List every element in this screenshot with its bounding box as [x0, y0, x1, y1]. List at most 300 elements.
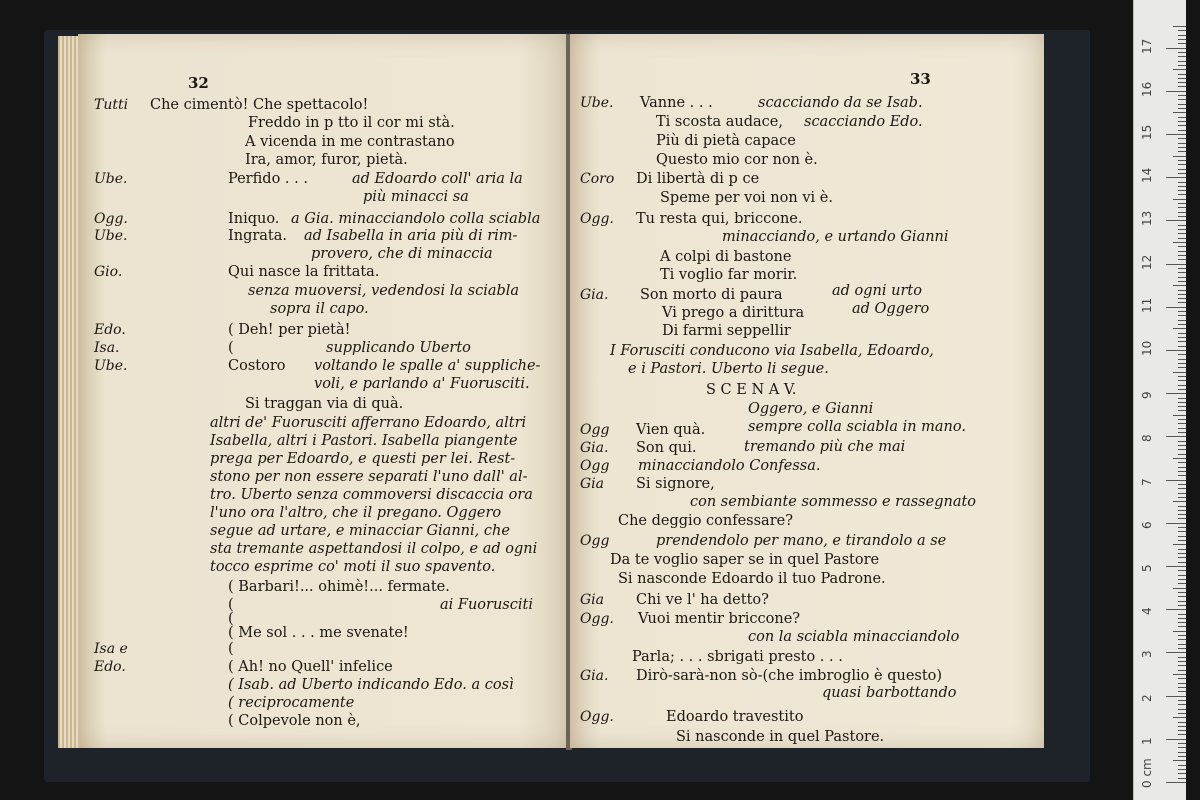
verse-line: Da te voglio saper se in quel Pastore [610, 552, 880, 568]
ruler-tick [1173, 372, 1186, 373]
ruler-tick [1166, 782, 1186, 783]
ruler-tick [1173, 112, 1186, 113]
ruler-tick [1178, 108, 1186, 109]
speaker-label: Ogg [580, 533, 610, 549]
ruler-tick [1178, 117, 1186, 118]
ruler-tick [1178, 765, 1186, 766]
speaker-label: Ube. [580, 95, 614, 111]
ruler-tick [1178, 670, 1186, 671]
ruler-tick [1178, 618, 1186, 619]
ruler-tick [1178, 125, 1186, 126]
ruler-label: 7 [1140, 477, 1154, 486]
ruler-tick [1178, 484, 1186, 485]
verse-line: Freddo in p tto il cor mi stà. [248, 115, 455, 131]
stage-direction-line: ad Oggero [852, 301, 930, 317]
ruler-tick [1178, 756, 1186, 757]
ruler-tick [1173, 199, 1186, 200]
ruler-tick [1178, 665, 1186, 666]
verse-line: Che deggio confessare? [618, 513, 793, 529]
speaker-label: Gia. [580, 668, 609, 684]
ruler-tick [1166, 220, 1186, 221]
ruler-tick [1178, 747, 1186, 748]
verse-line: Che cimentò! Che spettacolo! [150, 97, 369, 113]
speaker-label: Ogg. [580, 211, 614, 227]
ruler-label: 17 [1140, 38, 1154, 54]
ruler-label: 14 [1140, 167, 1154, 184]
ruler-tick [1178, 743, 1186, 744]
ruler-tick [1178, 579, 1186, 580]
stage-direction-line: ad ogni urto [832, 283, 922, 299]
ruler-tick [1178, 212, 1186, 213]
speaker-label: Ube. [94, 171, 128, 187]
ruler-tick [1178, 238, 1186, 239]
stage-direction-line: voli, e parlando a' Fuorusciti. [314, 376, 530, 392]
ruler-tick [1178, 726, 1186, 727]
stage-direction-line: prega per Edoardo, e questi per lei. Rest- [210, 451, 516, 467]
stage-direction-line: ai Fuorusciti [440, 597, 533, 613]
verse-line: Vi prego a dirittura [662, 305, 805, 321]
ruler-tick [1178, 281, 1186, 282]
ruler-tick [1178, 130, 1186, 131]
ruler-tick [1173, 242, 1186, 243]
ruler-tick [1178, 601, 1186, 602]
ruler-tick [1178, 475, 1186, 476]
ruler-tick [1178, 354, 1186, 355]
ruler-label: 1 [1140, 737, 1154, 745]
ruler-tick [1178, 277, 1186, 278]
ruler-tick [1178, 734, 1186, 735]
stage-direction-line: altri de' Fuorusciti afferrano Edoardo, altri [210, 415, 527, 431]
ruler-tick [1178, 626, 1186, 627]
ruler-tick [1178, 462, 1186, 463]
ruler-tick [1178, 229, 1186, 230]
verse-line: ( [228, 340, 234, 356]
ruler-tick [1178, 752, 1186, 753]
ruler-tick [1178, 74, 1186, 75]
ruler-tick [1178, 380, 1186, 381]
stage-direction-line: con sembiante sommesso e rassegnato [690, 494, 977, 510]
ruler-tick [1178, 605, 1186, 606]
verse-line: ( Colpevole non è, [228, 713, 361, 729]
verse-line: Dirò-sarà-non sò-(che imbroglio è questo) [636, 668, 943, 684]
stage-direction-line: senza muoversi, vedendosi la sciabla [248, 283, 520, 299]
stage-direction-line: Isabella, altri i Pastori. Isabella piangente [210, 433, 518, 449]
right-page [570, 34, 1044, 748]
stage-direction-line: tremando più che mai [744, 439, 906, 455]
speaker-label: Isa e [94, 641, 128, 657]
ruler-tick [1178, 333, 1186, 334]
ruler-tick [1178, 622, 1186, 623]
ruler-tick [1173, 760, 1186, 761]
ruler-tick [1178, 704, 1186, 705]
ruler-tick [1178, 337, 1186, 338]
ruler-tick [1178, 160, 1186, 161]
stage-direction-line: tocco esprime co' moti il suo spavento. [210, 559, 496, 575]
ruler-tick [1178, 138, 1186, 139]
verse-line: Più di pietà capace [656, 133, 796, 149]
verse-line: ( Deh! per pietà! [228, 322, 351, 338]
ruler-tick [1178, 691, 1186, 692]
ruler-tick [1178, 173, 1186, 174]
ruler-label: 6 [1140, 521, 1154, 529]
ruler-tick [1178, 575, 1186, 576]
ruler-tick [1178, 722, 1186, 723]
verse-line: Ira, amor, furor, pietà. [245, 152, 408, 168]
ruler-tick [1166, 652, 1186, 653]
ruler-tick [1178, 700, 1186, 701]
speaker-label: Ogg. [580, 611, 614, 627]
stage-direction-line: sta tremante aspettandosi il colpo, e ad ogni [210, 541, 538, 557]
ruler-tick [1173, 501, 1186, 502]
ruler-tick [1178, 367, 1186, 368]
ruler-tick [1178, 216, 1186, 217]
verse-line: Perfido . . . [228, 171, 308, 187]
ruler-tick [1178, 30, 1186, 31]
speaker-label: Edo. [94, 659, 126, 675]
ruler-label: 0 cm [1140, 758, 1154, 788]
ruler-tick [1178, 510, 1186, 511]
stage-direction-line: ( reciprocamente [228, 695, 355, 711]
ruler-tick [1178, 423, 1186, 424]
verse-line: Vien quà. [636, 422, 706, 438]
ruler-tick [1178, 99, 1186, 100]
stage-direction-line: a Gia. minacciandolo colla sciabla [291, 211, 541, 227]
ruler-tick [1166, 609, 1186, 610]
stage-direction-line: l'uno ora l'altro, che il pregano. Oggero [210, 505, 502, 521]
speaker-label: Gia. [580, 440, 609, 456]
right-page-number: 33 [910, 70, 931, 88]
ruler-label: 11 [1140, 297, 1154, 313]
ruler-tick [1178, 246, 1186, 247]
ruler-tick [1178, 272, 1186, 273]
speaker-label: Ogg. [94, 211, 128, 227]
stage-direction-line: sopra il capo. [270, 301, 369, 317]
ruler-tick [1178, 86, 1186, 87]
ruler-tick [1166, 177, 1186, 178]
left-page [78, 34, 568, 748]
ruler-label: 9 [1140, 391, 1154, 400]
ruler-tick [1178, 432, 1186, 433]
ruler-tick [1178, 527, 1186, 528]
ruler-tick [1178, 315, 1186, 316]
measuring-ruler [1133, 0, 1186, 800]
ruler-tick [1178, 644, 1186, 645]
verse-line: Si nasconde Edoardo il tuo Padrone. [618, 571, 886, 587]
speaker-label: Coro [580, 171, 615, 187]
ruler-tick [1178, 169, 1186, 170]
verse-line: Iniquo. [228, 211, 280, 227]
ruler-tick [1178, 441, 1186, 442]
ruler-tick [1178, 298, 1186, 299]
verse-line: Parla; . . . sbrigati presto . . . [632, 649, 843, 665]
ruler-tick [1178, 687, 1186, 688]
ruler-label: 2 [1140, 693, 1154, 702]
ruler-tick [1178, 104, 1186, 105]
ruler-tick [1178, 182, 1186, 183]
stage-direction-line: sempre colla sciabla in mano. [748, 419, 966, 435]
verse-line: Vanne . . . [640, 95, 713, 111]
ruler-tick [1166, 91, 1186, 92]
verse-line: Questo mio cor non è. [656, 152, 818, 168]
ruler-tick [1178, 562, 1186, 563]
stage-direction-line: minacciando, e urtando Gianni [722, 229, 949, 245]
stage-direction-line: I Forusciti conducono via Isabella, Edoardo, [610, 343, 934, 359]
ruler-label: 13 [1140, 211, 1154, 227]
ruler-tick [1173, 328, 1186, 329]
stage-direction-line: con la sciabla minacciandolo [748, 629, 960, 645]
verse-line: Di libertà di p ce [636, 171, 760, 187]
ruler-tick [1166, 523, 1186, 524]
stage-direction-line: ad Edoardo coll' aria la [352, 171, 523, 187]
stage-direction-line: quasi barbottando [822, 685, 957, 701]
ruler-tick [1178, 359, 1186, 360]
ruler-tick [1178, 207, 1186, 208]
ruler-tick [1166, 696, 1186, 697]
ruler-tick [1178, 56, 1186, 57]
ruler-tick [1178, 614, 1186, 615]
ruler-tick [1178, 410, 1186, 411]
ruler-tick [1178, 251, 1186, 252]
verse-line: Edoardo travestito [666, 709, 804, 725]
ruler-tick [1178, 389, 1186, 390]
ruler-tick [1178, 419, 1186, 420]
verse-line: Si traggan via di quà. [245, 396, 404, 412]
ruler-tick [1173, 631, 1186, 632]
verse-line: Speme per voi non vi è. [660, 190, 833, 206]
speaker-label: Ogg [580, 458, 610, 474]
ruler-tick [1166, 480, 1186, 481]
ruler-tick [1178, 454, 1186, 455]
ruler-tick [1178, 121, 1186, 122]
ruler-tick [1178, 683, 1186, 684]
speaker-label: Edo. [94, 322, 126, 338]
ruler-tick [1178, 402, 1186, 403]
ruler-tick [1178, 225, 1186, 226]
ruler-tick [1173, 415, 1186, 416]
ruler-tick [1178, 583, 1186, 584]
ruler-tick [1166, 393, 1186, 394]
ruler-label: 8 [1140, 434, 1154, 443]
ruler-tick [1178, 639, 1186, 640]
ruler-tick [1178, 194, 1186, 195]
ruler-tick [1178, 61, 1186, 62]
verse-line: ( [228, 641, 234, 657]
ruler-tick [1166, 264, 1186, 265]
stage-direction-line: scacciando da se Isab. [758, 95, 923, 111]
verse-line: ( Ah! no Quell' infelice [228, 659, 393, 675]
stage-direction-line: minacciandolo Confessa. [638, 458, 821, 474]
ruler-tick [1178, 78, 1186, 79]
ruler-tick [1178, 557, 1186, 558]
verse-line: Si signore, [636, 476, 715, 492]
ruler-tick [1178, 398, 1186, 399]
verse-line: Di farmi seppellir [662, 323, 791, 339]
speaker-label: Ogg [580, 422, 610, 438]
speaker-label: Ube. [94, 358, 128, 374]
ruler-tick [1178, 709, 1186, 710]
ruler-tick [1166, 350, 1186, 351]
ruler-tick [1178, 531, 1186, 532]
ruler-tick [1178, 445, 1186, 446]
verse-line: ( Me sol . . . me svenate! [228, 625, 409, 641]
ruler-tick [1178, 406, 1186, 407]
ruler-label: 3 [1140, 650, 1154, 659]
ruler-tick [1178, 648, 1186, 649]
ruler-tick [1166, 739, 1186, 740]
speaker-label: Isa. [94, 340, 120, 356]
ruler-tick [1173, 26, 1186, 27]
ruler-label: 15 [1140, 124, 1154, 140]
verse-line: Ingrata. [228, 228, 288, 244]
ruler-tick [1178, 773, 1186, 774]
speaker-label: Ube. [94, 228, 128, 244]
ruler-tick [1173, 69, 1186, 70]
ruler-tick [1178, 65, 1186, 66]
ruler-tick [1178, 203, 1186, 204]
ruler-tick [1178, 320, 1186, 321]
ruler-tick [1178, 43, 1186, 44]
page-edges [58, 36, 80, 748]
ruler-tick [1178, 255, 1186, 256]
ruler-tick [1178, 678, 1186, 679]
ruler-tick [1178, 549, 1186, 550]
ruler-tick [1173, 285, 1186, 286]
stage-direction-line: ad Isabella in aria più di rim- [304, 228, 518, 244]
stage-direction-line: prendendolo per mano, e tirandolo a se [656, 533, 947, 549]
ruler-tick [1173, 544, 1186, 545]
ruler-tick [1178, 493, 1186, 494]
stage-direction-line: tro. Uberto senza commoversi discaccia ora [210, 487, 533, 503]
ruler-tick [1178, 302, 1186, 303]
speaker-label: Gia [580, 592, 605, 608]
ruler-tick [1166, 307, 1186, 308]
ruler-tick [1178, 657, 1186, 658]
ruler-tick [1178, 341, 1186, 342]
verse-line: Son qui. [636, 440, 697, 456]
ruler-tick [1178, 346, 1186, 347]
ruler-tick [1178, 95, 1186, 96]
verse-line: Son morto di paura [640, 287, 783, 303]
ruler-tick [1178, 471, 1186, 472]
ruler-tick [1166, 566, 1186, 567]
ruler-tick [1178, 661, 1186, 662]
stage-direction-line: scacciando Edo. [804, 114, 923, 130]
ruler-tick [1178, 164, 1186, 165]
ruler-label: 5 [1140, 564, 1154, 572]
verse-line: Qui nasce la frittata. [228, 264, 380, 280]
verse-line: A vicenda in me contrastano [245, 134, 455, 150]
ruler-tick [1178, 82, 1186, 83]
ruler-tick [1178, 553, 1186, 554]
stage-direction-line: provero, che di minaccia [311, 246, 493, 262]
stage-direction-line: Oggero, e Gianni [748, 401, 874, 417]
ruler-tick [1178, 385, 1186, 386]
speaker-label: Gia [580, 476, 605, 492]
ruler-label: 10 [1140, 340, 1154, 356]
ruler-tick [1178, 514, 1186, 515]
speaker-label: Tutti [94, 97, 129, 113]
verse-line: ( Barbari!... ohimè!... fermate. [228, 579, 450, 595]
ruler-tick [1178, 497, 1186, 498]
ruler-tick [1178, 596, 1186, 597]
ruler-tick [1178, 540, 1186, 541]
stage-direction-line: e i Pastori. Uberto li segue. [628, 361, 829, 377]
ruler-tick [1178, 311, 1186, 312]
ruler-tick [1178, 506, 1186, 507]
ruler-tick [1178, 39, 1186, 40]
ruler-tick [1178, 324, 1186, 325]
verse-line: Chi ve l' ha detto? [636, 592, 769, 608]
ruler-tick [1166, 134, 1186, 135]
stage-direction-line: stono per non essere separati l'uno dall' al- [210, 469, 528, 485]
ruler-tick [1178, 769, 1186, 770]
ruler-tick [1178, 518, 1186, 519]
ruler-tick [1178, 730, 1186, 731]
ruler-tick [1173, 674, 1186, 675]
ruler-tick [1178, 147, 1186, 148]
ruler-tick [1178, 778, 1186, 779]
speaker-label: Gia. [580, 287, 609, 303]
verse-line: Costoro [228, 358, 286, 374]
ruler-tick [1178, 151, 1186, 152]
ruler-label: 12 [1140, 254, 1154, 270]
verse-line: Ti scosta audace, [656, 114, 783, 130]
ruler-tick [1178, 713, 1186, 714]
ruler-tick [1178, 428, 1186, 429]
ruler-tick [1178, 536, 1186, 537]
ruler-tick [1178, 488, 1186, 489]
ruler-label: 4 [1140, 607, 1154, 616]
ruler-tick [1178, 592, 1186, 593]
ruler-tick [1178, 570, 1186, 571]
verse-line: S C E N A V. [706, 382, 797, 398]
ruler-tick [1178, 268, 1186, 269]
ruler-tick [1173, 156, 1186, 157]
speaker-label: Ogg. [580, 709, 614, 725]
ruler-tick [1173, 717, 1186, 718]
verse-line: Vuoi mentir briccone? [638, 611, 801, 627]
stage-direction-line: ( Isab. ad Uberto indicando Edo. a così [228, 677, 514, 693]
verse-line: ( [228, 611, 234, 627]
ruler-tick [1178, 376, 1186, 377]
stage-direction-line: voltando le spalle a' suppliche- [314, 358, 541, 374]
speaker-label: Gio. [94, 264, 123, 280]
ruler-tick [1166, 436, 1186, 437]
ruler-tick [1178, 290, 1186, 291]
ruler-tick [1166, 48, 1186, 49]
ruler-tick [1178, 259, 1186, 260]
ruler-tick [1178, 190, 1186, 191]
verse-line: ( [228, 597, 234, 613]
ruler-tick [1178, 233, 1186, 234]
ruler-tick [1173, 588, 1186, 589]
stage-direction-line: più minacci sa [363, 189, 469, 205]
ruler-label: 16 [1140, 81, 1154, 97]
ruler-tick [1178, 186, 1186, 187]
ruler-tick [1173, 458, 1186, 459]
stage-direction-line: segue ad urtare, e minacciar Gianni, che [210, 523, 510, 539]
ruler-tick [1178, 143, 1186, 144]
stage-direction-line: supplicando Uberto [326, 340, 471, 356]
verse-line: Si nasconde in quel Pastore. [676, 729, 885, 745]
verse-line: A colpi di bastone [660, 249, 792, 265]
ruler-tick [1178, 635, 1186, 636]
left-page-number: 32 [188, 74, 209, 92]
ruler-tick [1178, 467, 1186, 468]
verse-line: Tu resta qui, briccone. [636, 211, 803, 227]
ruler-tick [1178, 52, 1186, 53]
ruler-tick [1178, 35, 1186, 36]
